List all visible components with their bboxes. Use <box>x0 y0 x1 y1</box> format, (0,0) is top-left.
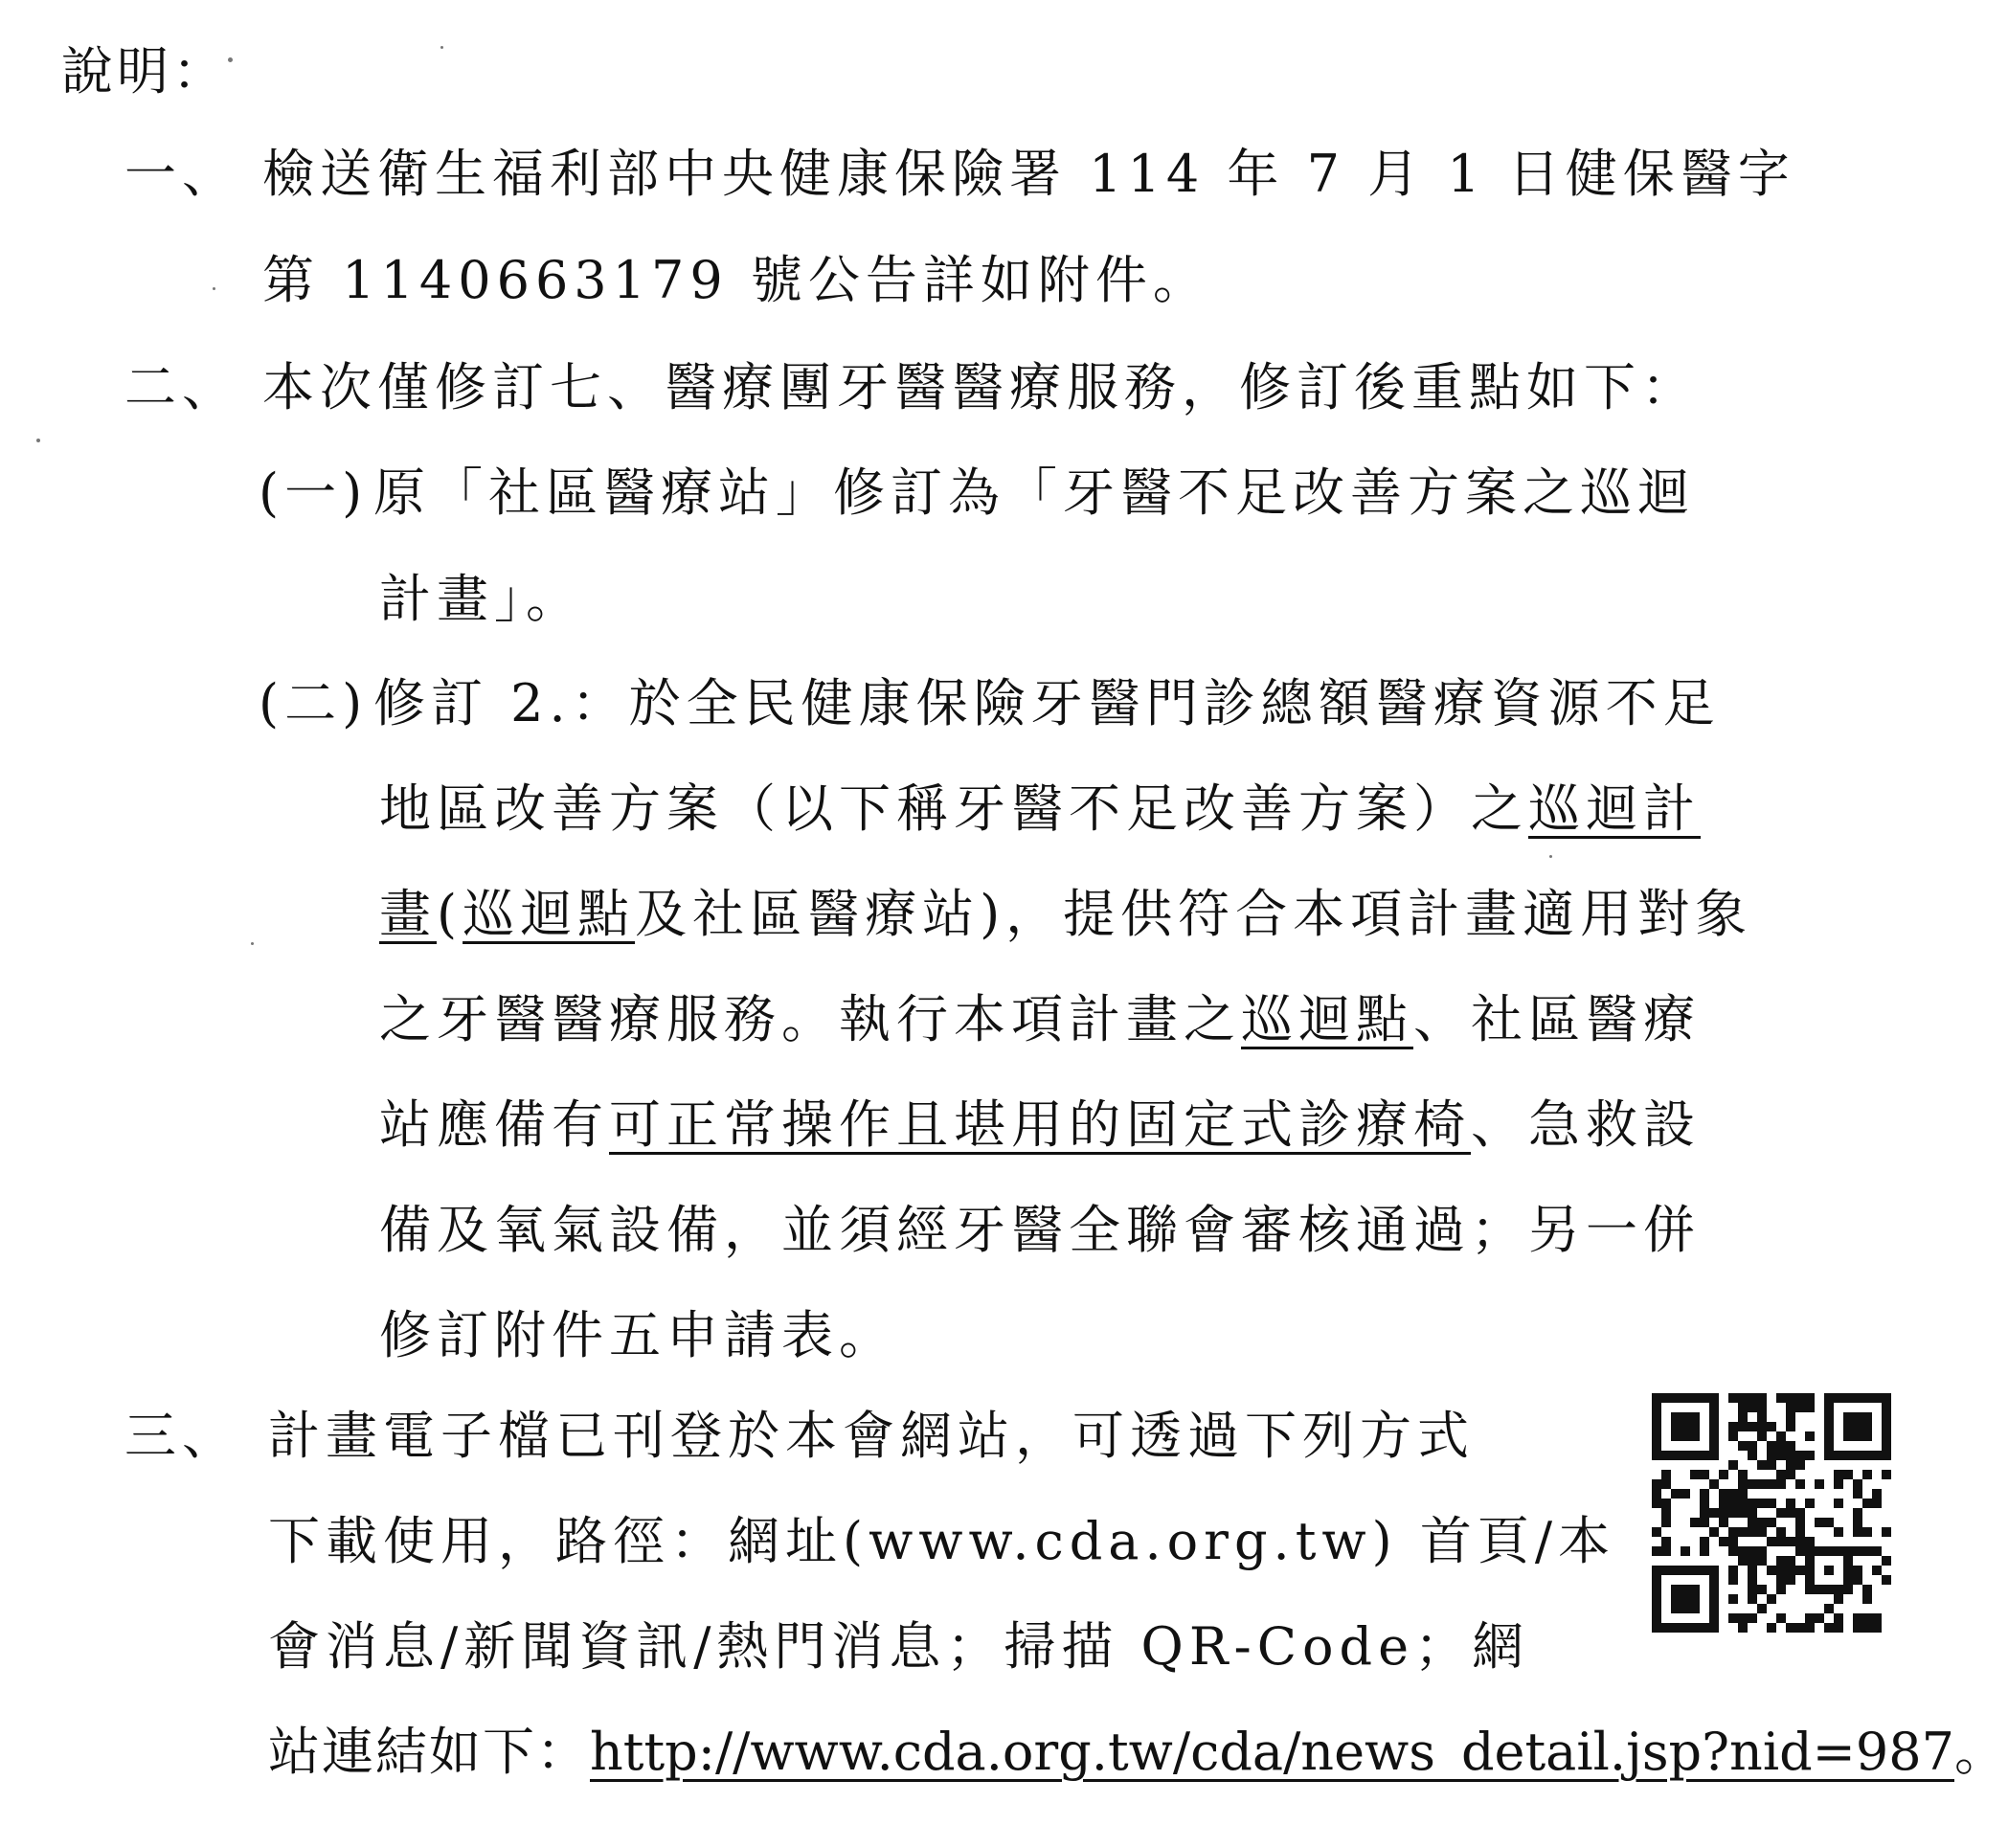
sub2-line2 <box>379 776 1701 843</box>
item3-line4-text: 站連結如下： <box>268 1722 590 1782</box>
sub2-line4-text-b: 、社區醫療 <box>1413 989 1701 1049</box>
website-link[interactable]: http://www.cda.org.tw/cda/news_detail.jsp?nid=987 <box>590 1722 1954 1782</box>
sub1-line2: 計畫」。 <box>379 569 583 629</box>
sub2-line4 <box>379 986 1701 1053</box>
sub2-line1: 修訂 2.：於全民健康保險牙醫門診總額醫療資源不足 <box>373 673 1721 733</box>
item3-marker: 三、 <box>124 1406 239 1466</box>
sub1-marker: (一) <box>259 462 369 523</box>
sub2-line5-underlined: 可正常操作且堪用的固定式診療椅 <box>609 1094 1471 1155</box>
scan-speck <box>440 46 443 49</box>
sub2-line3-text: 及社區醫療站)，提供符合本項計畫適用對象 <box>635 884 1753 944</box>
sub2-line6: 備及氧氣設備，並須經牙醫全聯會審核通過；另一併 <box>379 1200 1701 1260</box>
sub2-line4-underlined: 巡迴點 <box>1241 989 1413 1049</box>
scan-speck <box>251 942 254 945</box>
scan-speck <box>213 287 215 290</box>
section-title: 說明： <box>61 41 228 101</box>
scan-speck <box>36 439 40 442</box>
sub2-line2-underlined: 巡迴計 <box>1528 778 1701 839</box>
item1-marker: 一、 <box>124 144 239 204</box>
sub2-line3-underlined-a: 畫 <box>379 884 437 944</box>
sub2-line3-paren: ( <box>437 884 463 944</box>
item1-line1: 檢送衛生福利部中央健康保險署 114 年 7 月 1 日健保醫字 <box>262 144 1795 204</box>
sub2-line5-text-a: 站應備有 <box>379 1094 609 1155</box>
sub2-line2-text: 地區改善方案（以下稱牙醫不足改善方案）之 <box>379 778 1528 839</box>
sub2-line4-text-a: 之牙醫醫療服務。執行本項計畫之 <box>379 989 1241 1049</box>
sub2-marker: (二) <box>259 673 369 733</box>
item1-line2: 第 1140663179 號公告詳如附件。 <box>262 250 1210 310</box>
sub2-line3-underlined-b: 巡迴點 <box>463 884 636 944</box>
qr-code-icon[interactable] <box>1652 1393 1891 1633</box>
scan-speck <box>228 57 233 62</box>
item3-line4-end: 。 <box>1954 1722 2008 1782</box>
sub2-line3 <box>379 881 1752 948</box>
sub1-line1: 原「社區醫療站」修訂為「牙醫不足改善方案之巡迴 <box>373 462 1695 523</box>
item2-marker: 二、 <box>124 357 239 417</box>
item3-line2: 下載使用，路徑：網址(www.cda.org.tw) 首頁/本 <box>268 1511 1616 1571</box>
item3-line3: 會消息/新聞資訊/熱門消息；掃描 QR-Code；網 <box>268 1616 1530 1677</box>
item3-line1: 計畫電子檔已刊登於本會網站，可透過下列方式 <box>268 1406 1475 1466</box>
sub2-line5 <box>379 1092 1701 1159</box>
scan-speck <box>1549 855 1552 858</box>
sub2-line5-text-b: 、急救設 <box>1471 1094 1701 1155</box>
item3-line4 <box>268 1719 2008 1786</box>
sub2-line7: 修訂附件五申請表。 <box>379 1305 896 1365</box>
item2-line1: 本次僅修訂七、醫療團牙醫醫療服務，修訂後重點如下： <box>262 357 1699 417</box>
